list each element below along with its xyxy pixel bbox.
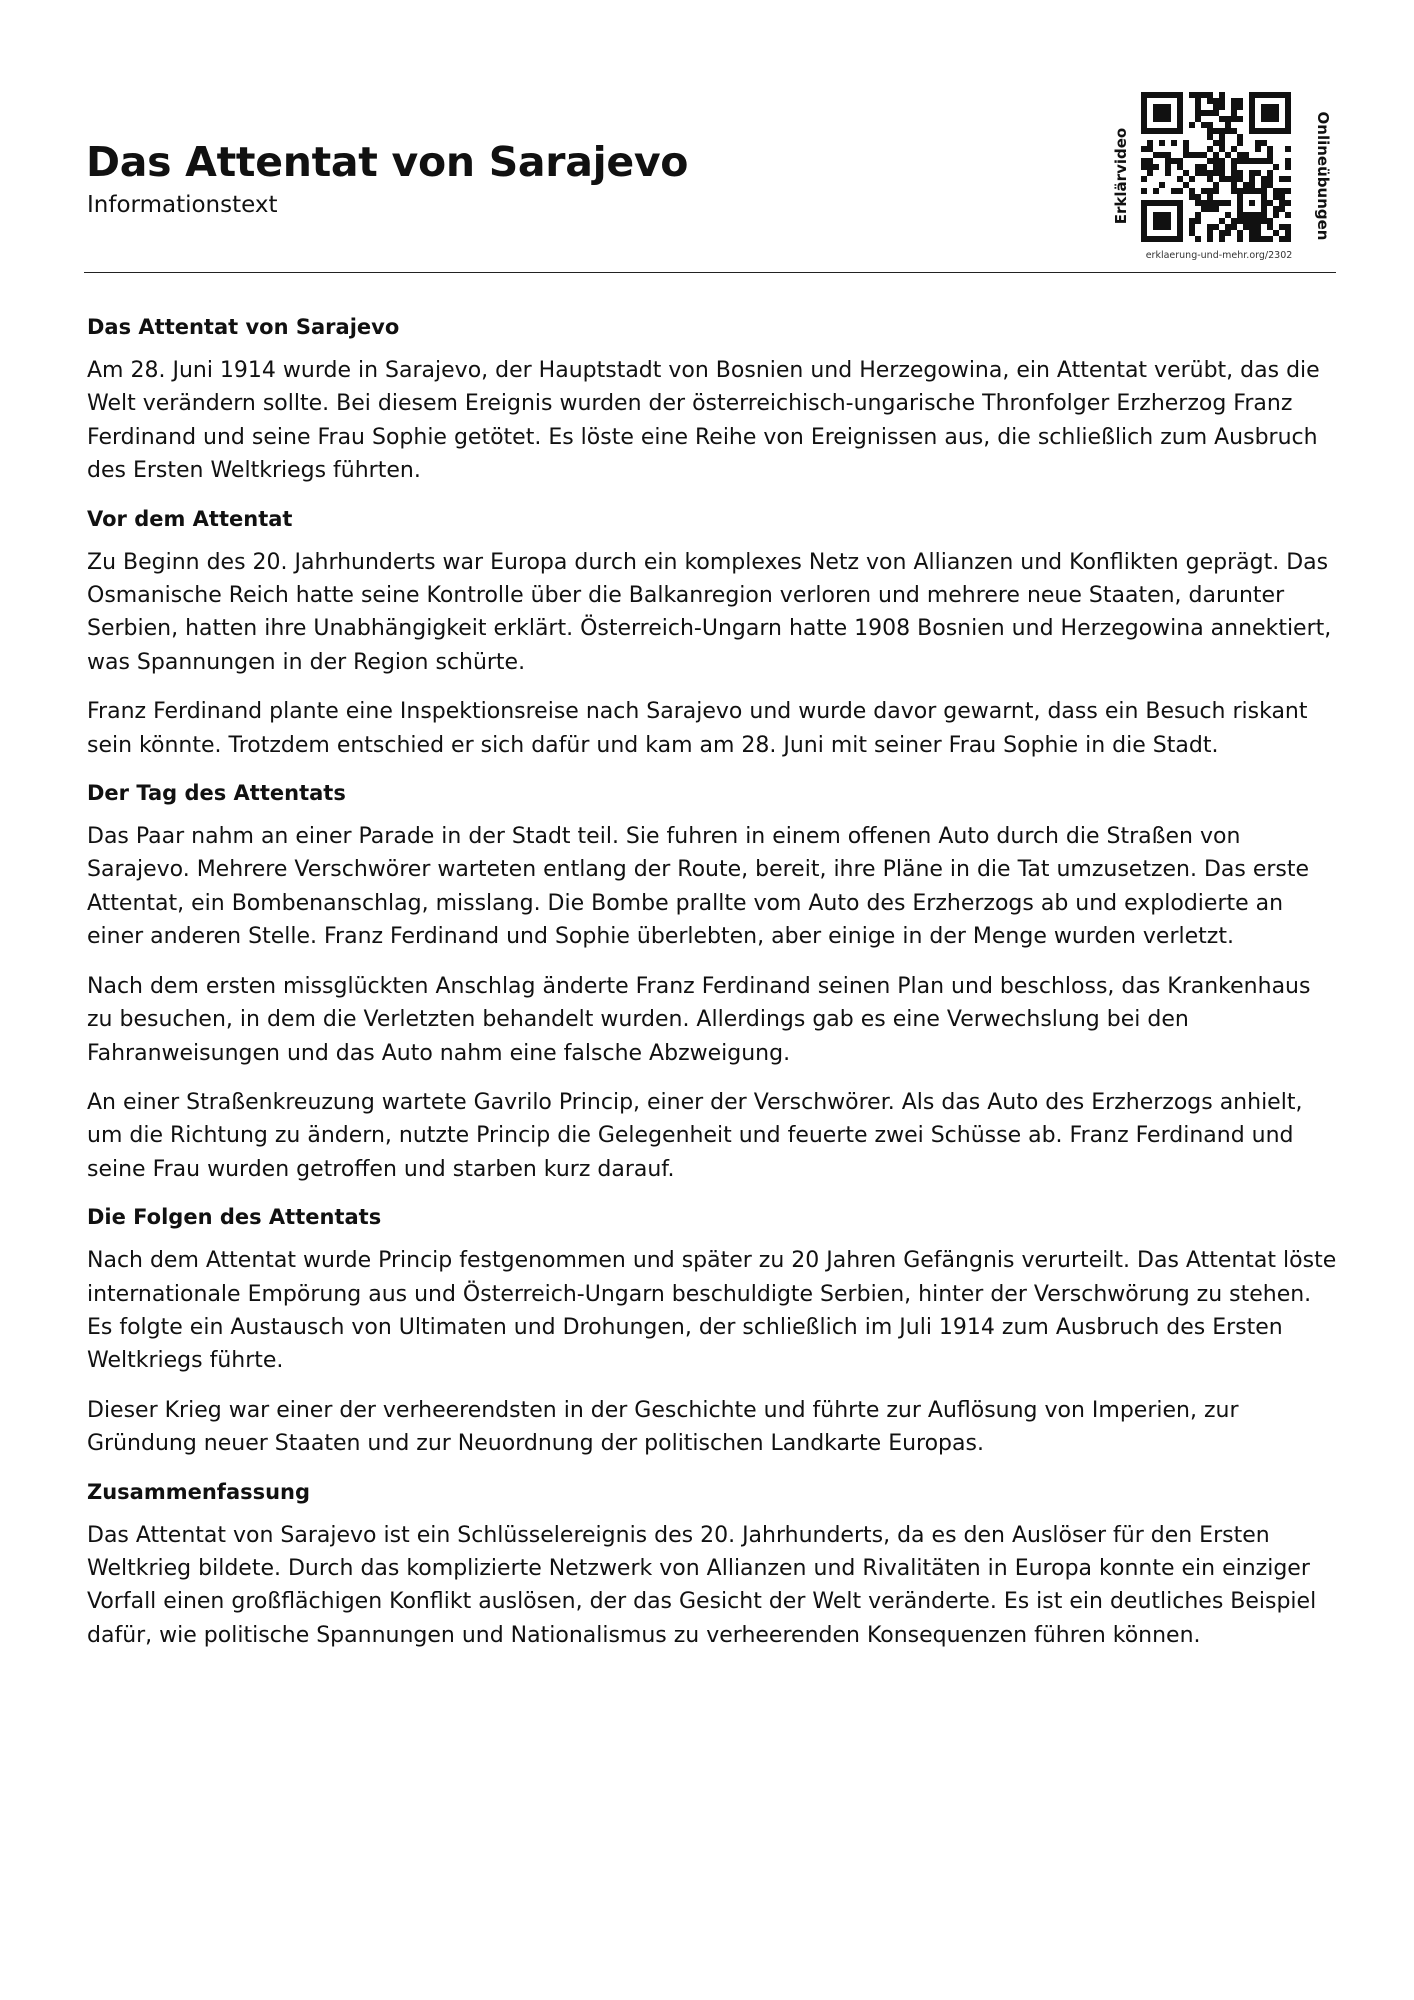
- paragraph: Dieser Krieg war einer der verheerendsten in der Geschichte und führte zur Auflösung von Imperien, zur Gründung neuer Staaten und zur Neuordnung der politischen Landkarte Europas.: [87, 1397, 1239, 1457]
- qr-right-label: Onlineübungen: [1314, 111, 1332, 241]
- paragraph: Am 28. Juni 1914 wurde in Sarajevo, der Hauptstadt von Bosnien und Herzegowina, ein Attentat verübt, das die Welt verändern sollte. Bei diesem Ereignis wurden der österreichisch-ungarische Thronfolger Erzherzog Franz Ferdinand und seine Frau Sophie getötet. Es löste eine Reihe von Ereignissen aus, die schließlich zum Ausbruch des Ersten Weltkriegs führten.: [87, 358, 1320, 484]
- header-divider: [84, 272, 1336, 273]
- qr-url-text: erklaerung-und-mehr.org/2302: [1145, 250, 1293, 261]
- document-body: [87, 312, 1339, 1668]
- paragraph: Franz Ferdinand plante eine Inspektionsreise nach Sarajevo und wurde davor gewarnt, dass ein Besuch riskant sein könnte. Trotzdem entschied er sich dafür und kam am 28. Juni mit seiner Frau Sophie in die Stadt.: [87, 699, 1308, 758]
- section: [87, 778, 1339, 1186]
- qr-left-label: Erklärvideo: [1112, 127, 1130, 225]
- section-heading: Das Attentat von Sarajevo: [87, 315, 400, 339]
- section-heading: Die Folgen des Attentats: [87, 1205, 382, 1230]
- paragraph: Nach dem Attentat wurde Princip festgenommen und später zu 20 Jahren Gefängnis verurteilt. Das Attentat löste internationale Empörung aus und Österreich-Ungarn beschuldigte Serbien, hinter der Verschwörung zu stehen. Es folgte ein Austausch von Ultimaten und Drohungen, der schließlich im Juli 1914 zum Ausbruch des Ersten Weltkriegs führte.: [87, 1248, 1337, 1374]
- paragraph: Das Paar nahm an einer Parade in der Stadt teil. Sie fuhren in einem offenen Auto durch die Straßen von Sarajevo. Mehrere Verschwörer warteten entlang der Route, bereit, ihre Pläne in die Tat umzusetzen. Das erste Attentat, ein Bombenanschlag, misslang. Die Bombe prallte vom Auto des Erzherzogs ab und explodierte an einer anderen Stelle. Franz Ferdinand und Sophie überlebten, aber einige in der Menge wurden verletzt.: [87, 824, 1310, 950]
- section: [87, 504, 1339, 762]
- section-heading: Zusammenfassung: [87, 1479, 311, 1504]
- page-title: Das Attentat von Sarajevo: [86, 138, 689, 186]
- qr-code-block[interactable]: [1100, 88, 1340, 268]
- paragraph: Das Attentat von Sarajevo ist ein Schlüsselereignis des 20. Jahrhunderts, da es den Auslöser für den Ersten Weltkrieg bildete. Durch das komplizierte Netzwerk von Allianzen und Rivalitäten in Europa konnte ein einziger Vorfall einen großflächigen Konflikt auslösen, der das Gesicht der Welt veränderte. Es ist ein deutliches Beispiel dafür, wie politische Spannungen und Nationalismus zu verheerenden Konsequenzen führen können.: [87, 1522, 1317, 1648]
- qr-code-icon[interactable]: [1141, 92, 1291, 242]
- section: [87, 312, 1339, 488]
- paragraph: An einer Straßenkreuzung wartete Gavrilo Princip, einer der Verschwörer. Als das Auto des Erzherzogs anhielt, um die Richtung zu ändern, nutzte Princip die Gelegenheit und feuerte zwei Schüsse ab. Franz Ferdinand und seine Frau wurden getroffen und starben kurz darauf.: [87, 1089, 1303, 1182]
- section: [87, 1202, 1339, 1460]
- paragraph: Zu Beginn des 20. Jahrhunderts war Europa durch ein komplexes Netz von Allianzen und Konflikten geprägt. Das Osmanische Reich hatte seine Kontrolle über die Balkanregion verloren und mehrere neue Staaten, darunter Serbien, hatten ihre Unabhängigkeit erklärt. Österreich-Ungarn hatte 1908 Bosnien und Herzegowina annektiert, was Spannungen in der Region schürte.: [87, 549, 1332, 675]
- page-subtitle: Informationstext: [87, 192, 278, 218]
- section: [87, 1477, 1339, 1653]
- paragraph: Nach dem ersten missglückten Anschlag änderte Franz Ferdinand seinen Plan und beschloss, das Krankenhaus zu besuchen, in dem die Verletzten behandelt wurden. Allerdings gab es eine Verwechslung bei den Fahranweisungen und das Auto nahm eine falsche Abzweigung.: [87, 973, 1311, 1066]
- section-heading: Der Tag des Attentats: [87, 781, 346, 806]
- section-heading: Vor dem Attentat: [87, 506, 293, 531]
